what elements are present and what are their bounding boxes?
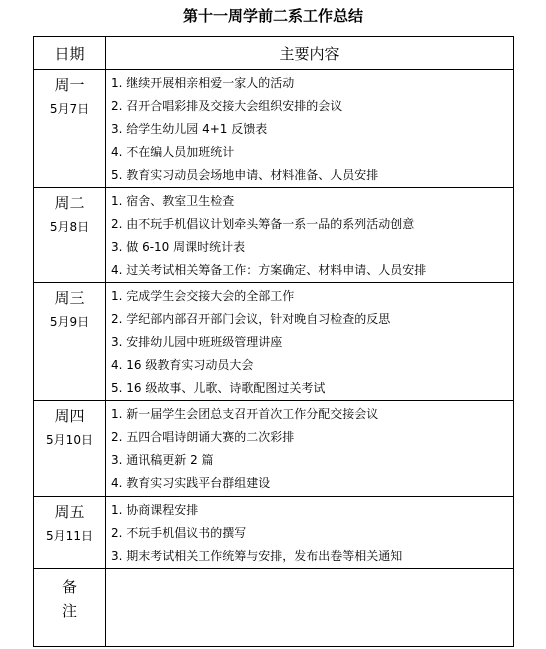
date-label: 5月7日 <box>49 102 90 116</box>
content-cell <box>106 401 514 497</box>
table-header-row <box>34 37 514 70</box>
list-item: 2. 不玩手机倡议书的撰写 <box>111 526 247 540</box>
list-item: 3. 安排幼儿园中班班级管理讲座 <box>111 335 283 349</box>
content-cell <box>106 188 514 283</box>
weekday-label: 周一 <box>54 76 85 94</box>
list-item: 4. 教育实习实践平台群组建设 <box>111 476 271 490</box>
remarks-label-char: 注 <box>61 602 77 620</box>
list-item: 4. 过关考试相关筹备工作：方案确定、材料申请、人员安排 <box>111 263 427 277</box>
task-list <box>106 403 513 495</box>
task-list <box>106 285 513 400</box>
page-title: 第十一周学前二系工作总结 <box>182 7 363 25</box>
table-row <box>34 70 514 188</box>
list-item: 4. 不在编人员加班统计 <box>111 145 235 159</box>
list-item: 3. 做 6-10 周课时统计表 <box>111 240 246 254</box>
list-item: 2. 由不玩手机倡议计划牵头筹备一系一品的系列活动创意 <box>111 217 415 231</box>
table-row <box>34 497 514 569</box>
list-item: 1. 宿舍、教室卫生检查 <box>111 194 235 208</box>
list-item: 4. 16 级教育实习动员大会 <box>111 358 254 372</box>
remarks-label-char: 备 <box>61 578 77 596</box>
list-item: 3. 给学生幼儿园 4+1 反馈表 <box>111 122 268 136</box>
weekday-label: 周四 <box>54 407 85 425</box>
list-item: 1. 新一届学生会团总支召开首次工作分配交接会议 <box>111 407 379 421</box>
header-content: 主要内容 <box>106 37 514 70</box>
task-list <box>106 72 513 187</box>
date-label: 5月8日 <box>49 220 90 234</box>
content-cell <box>106 70 514 188</box>
list-item: 1. 完成学生会交接大会的全部工作 <box>111 289 295 303</box>
date-cell <box>34 70 106 188</box>
date-label: 5月9日 <box>49 315 90 329</box>
date-cell <box>34 188 106 283</box>
weekday-label: 周二 <box>54 194 85 212</box>
date-label: 5月11日 <box>46 529 93 543</box>
list-item: 2. 五四合唱诗朗诵大赛的二次彩排 <box>111 430 295 444</box>
table-row <box>34 283 514 401</box>
content-cell <box>106 283 514 401</box>
list-item: 2. 学纪部内部召开部门会议，针对晚自习检查的反思 <box>111 312 391 326</box>
list-item: 1. 继续开展相亲相爱一家人的活动 <box>111 76 295 90</box>
header-date: 日期 <box>34 37 106 70</box>
remarks-label-cell <box>34 569 106 647</box>
task-list <box>106 499 513 568</box>
list-item: 3. 期末考试相关工作统筹与安排，发布出卷等相关通知 <box>111 549 403 563</box>
task-list <box>106 190 513 282</box>
weekday-label: 周五 <box>54 503 85 521</box>
date-cell <box>34 401 106 497</box>
summary-table <box>33 36 514 647</box>
weekday-label: 周三 <box>54 289 85 307</box>
table-row <box>34 188 514 283</box>
list-item: 1. 协商课程安排 <box>111 503 199 517</box>
date-cell <box>34 283 106 401</box>
list-item: 2. 召开合唱彩排及交接大会组织安排的会议 <box>111 99 343 113</box>
remarks-row <box>34 569 514 647</box>
content-cell <box>106 497 514 569</box>
list-item: 5. 教育实习动员会场地申请、材料准备、人员安排 <box>111 168 379 182</box>
table-row <box>34 401 514 497</box>
date-cell <box>34 497 106 569</box>
list-item: 3. 通讯稿更新 2 篇 <box>111 453 214 467</box>
remarks-content-cell <box>106 569 514 647</box>
list-item: 5. 16 级故事、儿歌、诗歌配图过关考试 <box>111 381 326 395</box>
date-label: 5月10日 <box>46 433 93 447</box>
